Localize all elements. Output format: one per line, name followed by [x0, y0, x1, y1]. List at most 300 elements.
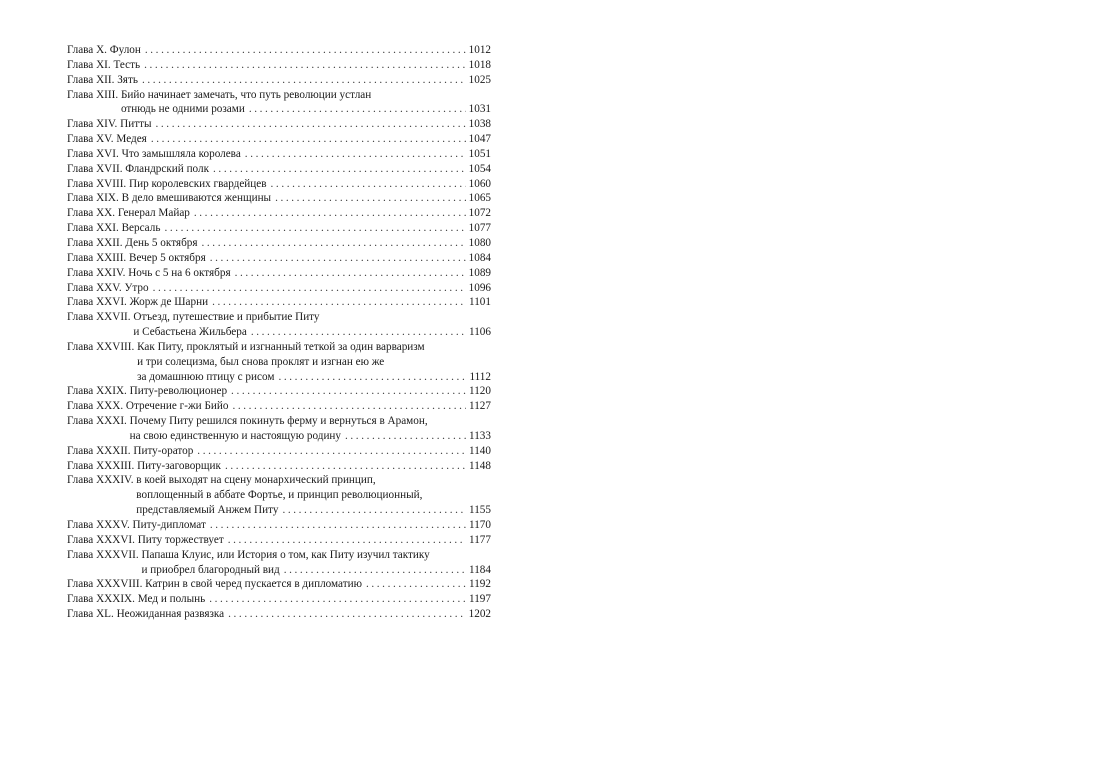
- toc-entry: [67, 162, 491, 177]
- dot-leader: [212, 295, 466, 310]
- chapter-title-line: [137, 355, 491, 370]
- chapter-prefix: [67, 162, 125, 177]
- chapter-title-line: [117, 607, 491, 622]
- chapter-title-line: [117, 73, 491, 88]
- chapter-title-line: [145, 577, 491, 592]
- dot-leader: [251, 325, 466, 340]
- chapter-separator: .: [104, 44, 110, 56]
- dot-leader: [213, 162, 466, 177]
- chapter-prefix: [67, 251, 129, 266]
- dot-leader: [225, 459, 466, 474]
- chapter-prefix: [67, 177, 129, 192]
- toc-entry: [67, 607, 491, 622]
- page-number: 1012: [468, 44, 491, 56]
- page-number: 1054: [468, 162, 491, 175]
- chapter-title-block: [137, 459, 491, 474]
- chapter-separator: .: [122, 266, 129, 279]
- chapter-separator: .: [119, 236, 126, 249]
- toc-entry: [67, 459, 491, 474]
- chapter-number: XVII: [96, 162, 120, 175]
- chapter-prefix: [67, 444, 133, 459]
- chapter-prefix: [67, 310, 133, 340]
- chapter-title-block: [116, 132, 491, 147]
- chapter-prefix: [67, 384, 130, 399]
- chapter-title-line: [116, 132, 491, 147]
- chapter-title-line: [110, 43, 491, 58]
- page-number: 1112: [469, 370, 491, 383]
- chapter-number: XX: [96, 207, 113, 220]
- chapter-prefix: [67, 266, 128, 281]
- toc-entry: [67, 177, 491, 192]
- chapter-title-text: и приобрел благородный вид: [141, 563, 280, 576]
- dot-leader: [156, 117, 466, 132]
- dot-leader: [210, 518, 466, 533]
- chapter-number: XXXIX: [96, 593, 133, 606]
- chapter-title-text: Питу-революционер: [129, 385, 228, 398]
- page-number: 1184: [469, 563, 491, 576]
- page-number: 1127: [469, 400, 491, 413]
- chapter-separator: .: [123, 177, 130, 190]
- dot-leader: [282, 503, 466, 518]
- chapter-title-line: [130, 295, 491, 310]
- chapter-title-line: [121, 102, 491, 117]
- chapter-word: Глава: [67, 578, 97, 591]
- chapter-title-line: [137, 340, 491, 355]
- page-number: 1080: [468, 236, 491, 249]
- page-number: 1031: [468, 103, 491, 116]
- chapter-title-text: Отречение г-жи Бийо: [125, 400, 229, 413]
- chapter-word: Глава: [67, 162, 97, 175]
- chapter-word: Глава: [67, 281, 97, 294]
- chapter-title-line: [120, 117, 491, 132]
- dot-leader: [278, 370, 466, 385]
- chapter-title-block: [118, 206, 491, 221]
- dot-leader: [235, 266, 466, 281]
- chapter-word: Глава: [67, 192, 97, 205]
- chapter-word: Глава: [67, 608, 97, 621]
- page-number: 1170: [469, 519, 491, 531]
- chapter-title-line: [129, 177, 491, 192]
- chapter-title-line: [137, 370, 491, 385]
- chapter-title-block: [133, 310, 491, 340]
- chapter-number: XXXVI: [96, 533, 133, 546]
- chapter-number: XXXIII: [96, 459, 132, 472]
- chapter-prefix: [67, 73, 117, 88]
- chapter-title-text: Зять: [117, 73, 138, 86]
- chapter-title-text: Отъезд, путешествие и прибытие Питу: [133, 311, 320, 324]
- dot-leader: [210, 251, 466, 266]
- chapter-title-text: Почему Питу решился покинуть ферму и вернуться в Арамон,: [129, 415, 428, 428]
- chapter-word: Глава: [67, 207, 97, 220]
- chapter-title-block: [113, 58, 491, 73]
- chapter-title-text: за домашнюю птицу с рисом: [137, 370, 275, 383]
- chapter-word: Глава: [67, 58, 97, 71]
- chapter-title-block: [136, 473, 491, 518]
- dot-leader: [345, 429, 466, 444]
- chapter-word: Глава: [67, 415, 97, 428]
- toc-entry: [67, 266, 491, 281]
- chapter-prefix: [67, 459, 137, 474]
- chapter-title-line: [130, 414, 491, 429]
- chapter-separator: .: [112, 207, 118, 220]
- chapter-word: Глава: [67, 236, 97, 249]
- chapter-title-text: Питу-оратор: [133, 444, 194, 457]
- chapter-title-line: [118, 206, 491, 221]
- chapter-title-text: Что замышляла королева: [121, 147, 241, 160]
- toc-entry: [67, 191, 491, 206]
- page-number: 1025: [468, 73, 491, 86]
- chapter-prefix: [67, 414, 130, 444]
- chapter-number: XL: [96, 608, 111, 621]
- chapter-number: XXXV: [96, 519, 127, 531]
- chapter-title-line: [136, 473, 491, 488]
- chapter-title-text: Версаль: [121, 222, 161, 235]
- chapter-title-text: Питу-заговорщик: [137, 459, 221, 472]
- chapter-word: Глава: [67, 266, 97, 279]
- toc-entry: [67, 340, 491, 385]
- chapter-word: Глава: [67, 118, 97, 131]
- chapter-title-text: Питты: [120, 118, 152, 131]
- chapter-word: Глава: [67, 296, 97, 309]
- toc-entry: [67, 310, 491, 340]
- chapter-separator: .: [131, 340, 138, 353]
- page-number: 1177: [469, 533, 491, 546]
- page-number: 1072: [468, 207, 491, 220]
- chapter-word: Глава: [67, 548, 97, 561]
- dot-leader: [144, 58, 466, 73]
- chapter-title-text: представляемый Анжем Питу: [136, 504, 279, 517]
- chapter-word: Глава: [67, 593, 97, 606]
- chapter-title-text: Бийо начинает замечать, что путь революции устлан: [120, 88, 372, 101]
- chapter-title-text: Фулон: [109, 44, 141, 56]
- chapter-title-text: на свою единственную и настоящую родину: [129, 429, 342, 442]
- dot-leader: [271, 177, 466, 192]
- chapter-prefix: [67, 43, 110, 58]
- chapter-number: XXV: [96, 281, 119, 294]
- chapter-prefix: [67, 236, 125, 251]
- dot-leader: [228, 607, 466, 622]
- toc-entry: [67, 518, 491, 533]
- chapter-separator: .: [132, 593, 138, 606]
- page-number: 1106: [469, 326, 491, 339]
- chapter-word: Глава: [67, 400, 97, 413]
- toc-entry: [67, 132, 491, 147]
- toc-entry: [67, 281, 491, 296]
- page-number: 1140: [469, 444, 491, 457]
- chapter-separator: .: [120, 400, 126, 413]
- chapter-number: XXIII: [96, 251, 124, 264]
- chapter-separator: .: [124, 415, 130, 428]
- chapter-prefix: [67, 191, 122, 206]
- chapter-number: XXXVII: [96, 548, 136, 561]
- toc-entry: [67, 43, 491, 58]
- toc-entry: [67, 147, 491, 162]
- chapter-number: XV: [96, 133, 111, 146]
- toc-entry: [67, 473, 491, 518]
- dot-leader: [197, 444, 466, 459]
- chapter-number: XXII: [96, 236, 120, 249]
- page-number: 1038: [468, 118, 491, 131]
- chapter-title-block: [133, 518, 491, 533]
- toc-entry: [67, 548, 491, 578]
- chapter-prefix: [67, 117, 120, 132]
- toc-entry: [67, 384, 491, 399]
- dot-leader: [142, 73, 466, 88]
- chapter-prefix: [67, 147, 122, 162]
- chapter-separator: .: [123, 251, 130, 264]
- dot-leader: [145, 43, 466, 58]
- chapter-prefix: [67, 592, 138, 607]
- chapter-prefix: [67, 577, 145, 592]
- chapter-separator: .: [115, 222, 122, 235]
- chapter-title-text: Ночь с 5 на 6 октября: [128, 266, 231, 279]
- chapter-prefix: [67, 548, 141, 578]
- chapter-word: Глава: [67, 519, 97, 531]
- chapter-title-block: [125, 236, 491, 251]
- chapter-title-line: [121, 88, 491, 103]
- chapter-title-text: Генерал Майар: [117, 207, 190, 220]
- page-number: 1155: [469, 504, 491, 517]
- chapter-title-line: [136, 488, 491, 503]
- chapter-number: XII: [96, 73, 112, 86]
- chapter-prefix: [67, 206, 118, 221]
- chapter-title-block: [125, 162, 491, 177]
- chapter-separator: .: [124, 385, 130, 398]
- chapter-title-block: [120, 117, 491, 132]
- chapter-title-line: [138, 533, 491, 548]
- toc-entry: [67, 117, 491, 132]
- chapter-prefix: [67, 281, 124, 296]
- dot-leader: [228, 533, 466, 548]
- chapter-title-line: [125, 162, 491, 177]
- chapter-title-block: [130, 295, 491, 310]
- chapter-title-line: [130, 429, 491, 444]
- page-number: 1202: [468, 608, 491, 621]
- chapter-number: XXX: [96, 400, 121, 413]
- chapter-separator: .: [118, 281, 125, 294]
- chapter-word: Глава: [67, 177, 97, 190]
- chapter-word: Глава: [67, 533, 97, 546]
- chapter-title-block: [137, 340, 491, 385]
- chapter-word: Глава: [67, 385, 97, 398]
- chapter-number: XXXII: [96, 444, 128, 457]
- chapter-separator: .: [126, 519, 133, 531]
- chapter-prefix: [67, 518, 133, 533]
- toc-entry: [67, 221, 491, 236]
- toc-entry: [67, 592, 491, 607]
- chapter-word: Глава: [67, 88, 97, 101]
- chapter-title-line: [137, 459, 491, 474]
- chapter-word: Глава: [67, 459, 97, 472]
- chapter-number: XXXI: [96, 415, 125, 428]
- table-of-contents: [67, 43, 491, 622]
- page-number: 1197: [469, 593, 491, 606]
- chapter-prefix: [67, 607, 117, 622]
- toc-entry: [67, 236, 491, 251]
- chapter-word: Глава: [67, 251, 97, 264]
- chapter-number: XXVII: [96, 311, 128, 324]
- dot-leader: [231, 384, 466, 399]
- chapter-title-text: Неожиданная развязка: [116, 608, 225, 621]
- chapter-title-block: [129, 251, 491, 266]
- chapter-title-text: Папаша Клуис, или История о том, как Питу изучил тактику: [141, 548, 430, 561]
- chapter-word: Глава: [67, 44, 97, 56]
- toc-entry: [67, 577, 491, 592]
- chapter-title-block: [122, 191, 491, 206]
- chapter-title-text: отнюдь не одними розами: [120, 103, 245, 116]
- page-number: 1192: [469, 578, 491, 591]
- chapter-title-text: Питу торжествует: [137, 533, 224, 546]
- page-number: 1018: [468, 58, 491, 71]
- chapter-title-text: Тесть: [113, 58, 141, 71]
- chapter-separator: .: [110, 133, 117, 146]
- chapter-number: XVIII: [96, 177, 124, 190]
- page-number: 1060: [468, 177, 491, 190]
- chapter-separator: .: [135, 548, 142, 561]
- chapter-title-line: [133, 518, 491, 533]
- chapter-number: XVI: [96, 147, 116, 160]
- dot-leader: [202, 236, 466, 251]
- chapter-title-text: Утро: [124, 281, 149, 294]
- chapter-separator: .: [119, 162, 126, 175]
- chapter-title-line: [125, 236, 491, 251]
- page-number: 1120: [469, 385, 491, 398]
- chapter-title-block: [133, 444, 491, 459]
- chapter-title-line: [113, 58, 491, 73]
- page-number: 1077: [468, 222, 491, 235]
- page-number: 1065: [468, 192, 491, 205]
- chapter-number: XIV: [96, 118, 115, 131]
- toc-entry: [67, 533, 491, 548]
- toc-entry: [67, 88, 491, 118]
- page-number: 1047: [468, 133, 491, 146]
- chapter-title-line: [141, 548, 491, 563]
- chapter-title-text: воплощенный в аббате Фортье, и принцип революционный,: [136, 489, 423, 502]
- chapter-title-block: [138, 533, 491, 548]
- chapter-prefix: [67, 295, 130, 310]
- page-number: 1133: [469, 429, 491, 442]
- toc-entry: [67, 414, 491, 444]
- chapter-title-text: Как Питу, проклятый и изгнанный теткой за один варваризм: [137, 340, 425, 353]
- chapter-title-text: Жорж де Шарни: [129, 296, 209, 309]
- chapter-separator: .: [127, 311, 134, 324]
- toc-entry: [67, 444, 491, 459]
- chapter-title-line: [130, 384, 491, 399]
- chapter-title-block: [138, 592, 491, 607]
- chapter-title-line: [133, 325, 491, 340]
- chapter-title-block: [130, 384, 491, 399]
- chapter-title-text: В дело вмешиваются женщины: [121, 192, 272, 205]
- chapter-separator: .: [132, 533, 138, 546]
- chapter-word: Глава: [67, 340, 97, 353]
- chapter-title-text: Медея: [116, 133, 147, 146]
- chapter-number: XXIX: [96, 385, 125, 398]
- chapter-number: XIII: [96, 88, 116, 101]
- dot-leader: [275, 191, 466, 206]
- toc-entry: [67, 73, 491, 88]
- page-number: 1101: [469, 296, 491, 309]
- toc-entry: [67, 206, 491, 221]
- dot-leader: [284, 563, 466, 578]
- chapter-word: Глава: [67, 147, 97, 160]
- chapter-title-block: [117, 73, 491, 88]
- chapter-title-text: День 5 октября: [125, 236, 198, 249]
- chapter-separator: .: [115, 88, 121, 101]
- chapter-title-line: [126, 399, 491, 414]
- chapter-separator: .: [107, 58, 114, 71]
- chapter-title-text: Мед и полынь: [137, 593, 206, 606]
- chapter-title-block: [128, 266, 491, 281]
- chapter-title-text: и три солецизма, был снова проклят и изгнан ею же: [137, 355, 385, 368]
- chapter-separator: .: [115, 192, 122, 205]
- toc-entry: [67, 251, 491, 266]
- chapter-separator: .: [127, 444, 134, 457]
- chapter-title-block: [122, 147, 491, 162]
- chapter-title-block: [117, 607, 491, 622]
- chapter-title-text: Питу-дипломат: [132, 519, 206, 531]
- dot-leader: [249, 102, 466, 117]
- chapter-number: XXVI: [96, 296, 125, 309]
- chapter-title-line: [133, 444, 491, 459]
- chapter-title-line: [136, 503, 491, 518]
- toc-entry: [67, 58, 491, 73]
- chapter-title-line: [141, 563, 491, 578]
- chapter-separator: .: [111, 73, 118, 86]
- chapter-prefix: [67, 132, 116, 147]
- chapter-title-text: Катрин в свой черед пускается в дипломатию: [145, 578, 362, 591]
- chapter-number: XI: [96, 58, 108, 71]
- chapter-prefix: [67, 88, 121, 118]
- chapter-title-block: [122, 221, 491, 236]
- toc-entry: [67, 295, 491, 310]
- dot-leader: [209, 592, 466, 607]
- chapter-title-text: Вечер 5 октября: [129, 251, 206, 264]
- chapter-title-text: в коей выходят на сцену монархический принцип,: [136, 474, 376, 487]
- chapter-separator: .: [124, 296, 130, 309]
- chapter-title-block: [141, 548, 491, 578]
- chapter-title-line: [138, 592, 491, 607]
- chapter-number: XXXIV: [96, 474, 131, 487]
- chapter-number: XXVIII: [96, 340, 132, 353]
- page-number: 1051: [468, 147, 491, 160]
- chapter-title-line: [122, 221, 491, 236]
- chapter-prefix: [67, 473, 136, 518]
- page-number: 1084: [468, 251, 491, 264]
- chapter-prefix: [67, 399, 126, 414]
- chapter-number: X: [96, 44, 105, 56]
- toc-entry: [67, 399, 491, 414]
- dot-leader: [366, 577, 466, 592]
- chapter-prefix: [67, 221, 122, 236]
- chapter-title-block: [121, 88, 491, 118]
- chapter-title-block: [110, 43, 491, 58]
- chapter-prefix: [67, 58, 113, 73]
- page-number: 1096: [468, 281, 491, 294]
- chapter-number: XIX: [96, 192, 116, 205]
- chapter-separator: .: [131, 459, 138, 472]
- chapter-title-text: и Себастьена Жильбера: [133, 326, 247, 339]
- dot-leader: [164, 221, 465, 236]
- chapter-title-text: Пир королевских гвардейцев: [129, 177, 267, 190]
- chapter-word: Глава: [67, 73, 97, 86]
- chapter-word: Глава: [67, 222, 97, 235]
- chapter-title-block: [124, 281, 491, 296]
- chapter-separator: .: [114, 118, 121, 131]
- page-number: 1089: [468, 266, 491, 279]
- page-number: 1148: [469, 459, 491, 472]
- chapter-title-line: [129, 251, 491, 266]
- chapter-title-block: [145, 577, 491, 592]
